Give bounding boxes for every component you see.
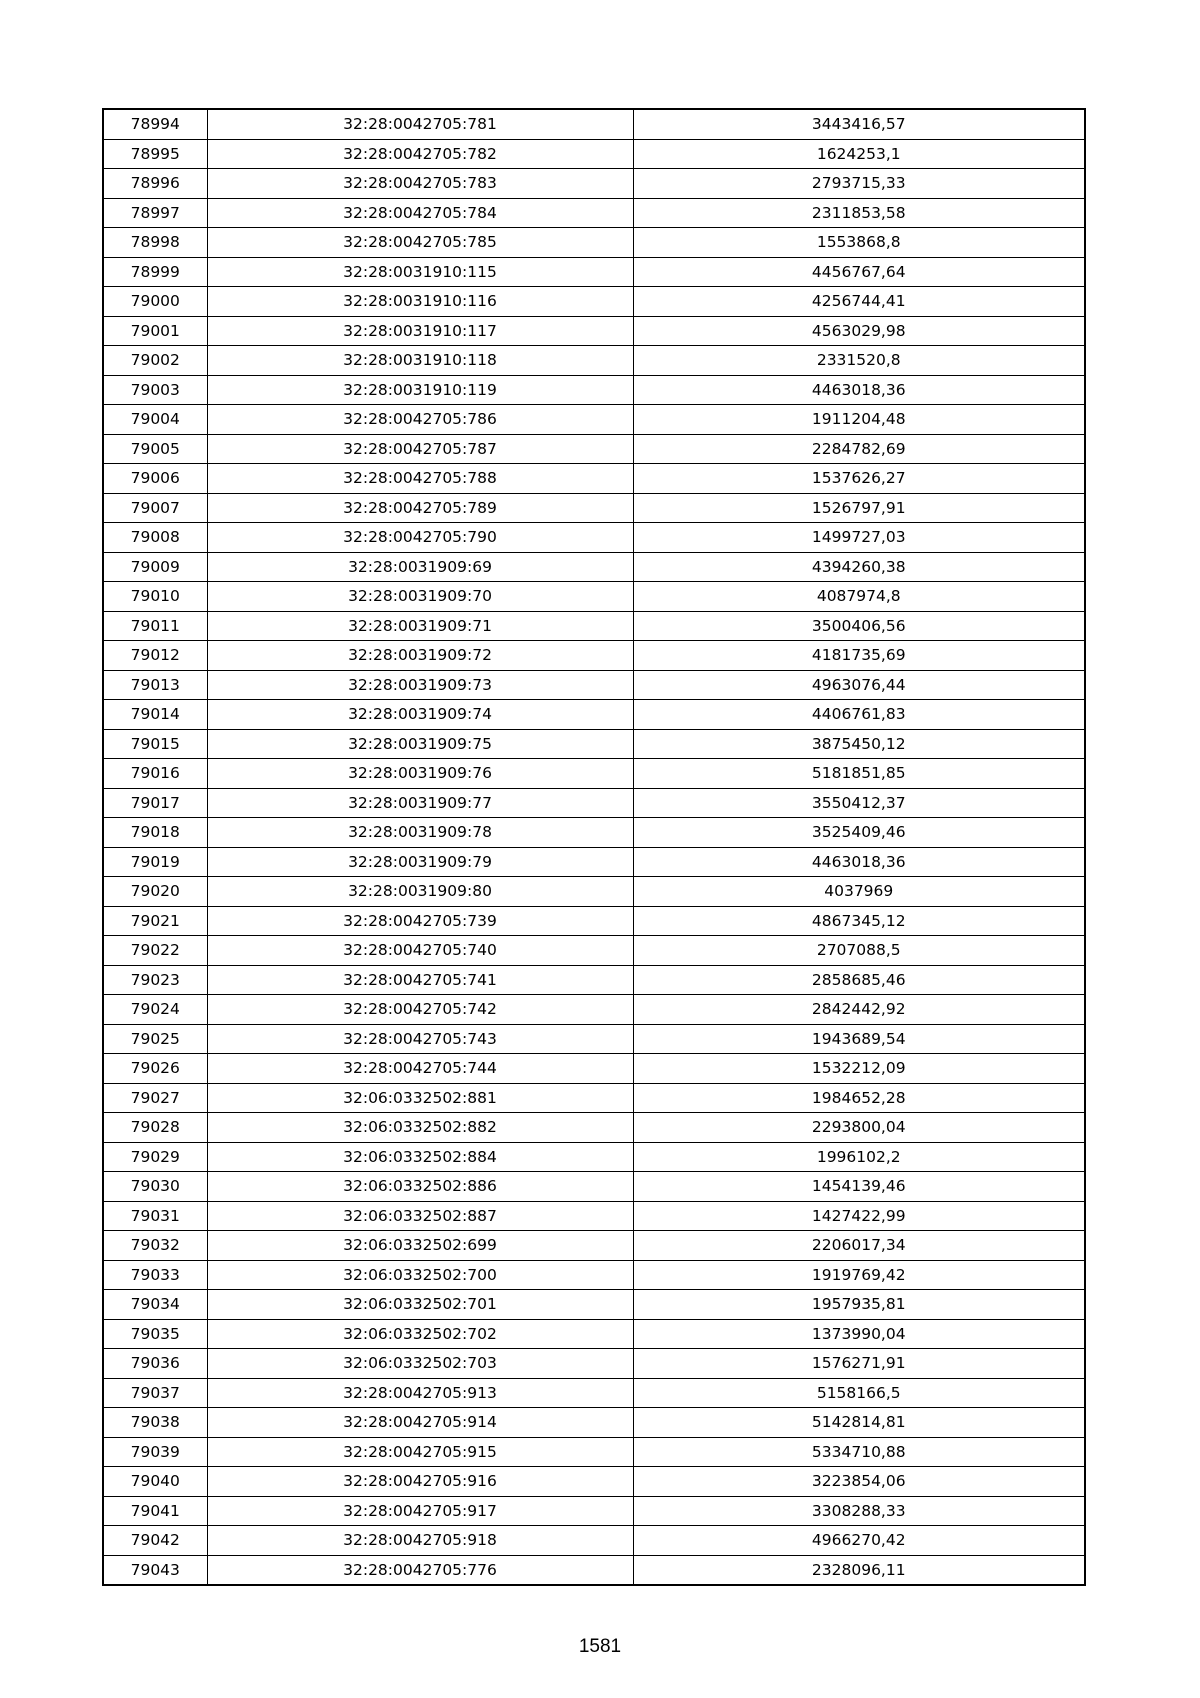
cadastral-number-cell: 32:28:0042705:917 <box>207 1496 633 1526</box>
row-number-cell: 79014 <box>103 700 207 730</box>
row-number-cell: 79023 <box>103 965 207 995</box>
value-cell: 4963076,44 <box>633 670 1085 700</box>
cadastral-number-cell: 32:28:0031910:119 <box>207 375 633 405</box>
table-row <box>103 139 1085 169</box>
cadastral-number-cell: 32:28:0031909:79 <box>207 847 633 877</box>
row-number-cell: 79028 <box>103 1113 207 1143</box>
cadastral-number-cell: 32:06:0332502:702 <box>207 1319 633 1349</box>
table-row <box>103 1555 1085 1585</box>
row-number-cell: 78995 <box>103 139 207 169</box>
value-cell: 4394260,38 <box>633 552 1085 582</box>
table-row <box>103 1496 1085 1526</box>
row-number-cell: 79009 <box>103 552 207 582</box>
value-cell: 4463018,36 <box>633 375 1085 405</box>
table-row <box>103 1349 1085 1379</box>
value-cell: 1957935,81 <box>633 1290 1085 1320</box>
value-cell: 2331520,8 <box>633 346 1085 376</box>
value-cell: 3875450,12 <box>633 729 1085 759</box>
table-row <box>103 1054 1085 1084</box>
cadastral-number-cell: 32:28:0042705:740 <box>207 936 633 966</box>
table-row <box>103 1467 1085 1497</box>
table-row <box>103 1290 1085 1320</box>
row-number-cell: 79025 <box>103 1024 207 1054</box>
value-cell: 1373990,04 <box>633 1319 1085 1349</box>
cadastral-number-cell: 32:06:0332502:700 <box>207 1260 633 1290</box>
value-cell: 1553868,8 <box>633 228 1085 258</box>
row-number-cell: 79020 <box>103 877 207 907</box>
row-number-cell: 79034 <box>103 1290 207 1320</box>
row-number-cell: 78997 <box>103 198 207 228</box>
cadastral-number-cell: 32:28:0031909:69 <box>207 552 633 582</box>
cadastral-number-cell: 32:28:0042705:786 <box>207 405 633 435</box>
value-cell: 3223854,06 <box>633 1467 1085 1497</box>
row-number-cell: 79012 <box>103 641 207 671</box>
table-row <box>103 641 1085 671</box>
value-cell: 1943689,54 <box>633 1024 1085 1054</box>
cadastral-number-cell: 32:28:0031909:77 <box>207 788 633 818</box>
cadastral-number-cell: 32:06:0332502:882 <box>207 1113 633 1143</box>
table-row <box>103 1408 1085 1438</box>
cadastral-number-cell: 32:28:0042705:790 <box>207 523 633 553</box>
row-number-cell: 79013 <box>103 670 207 700</box>
cadastral-number-cell: 32:28:0031909:80 <box>207 877 633 907</box>
value-cell: 4037969 <box>633 877 1085 907</box>
table-row <box>103 582 1085 612</box>
cadastral-number-cell: 32:28:0042705:787 <box>207 434 633 464</box>
cadastral-number-cell: 32:28:0031909:70 <box>207 582 633 612</box>
table-row <box>103 788 1085 818</box>
table-row <box>103 169 1085 199</box>
row-number-cell: 79007 <box>103 493 207 523</box>
value-cell: 3308288,33 <box>633 1496 1085 1526</box>
row-number-cell: 79035 <box>103 1319 207 1349</box>
value-cell: 3500406,56 <box>633 611 1085 641</box>
cadastral-number-cell: 32:28:0031909:74 <box>207 700 633 730</box>
cadastral-number-cell: 32:06:0332502:886 <box>207 1172 633 1202</box>
row-number-cell: 79008 <box>103 523 207 553</box>
cadastral-number-cell: 32:28:0042705:918 <box>207 1526 633 1556</box>
cadastral-number-cell: 32:28:0042705:743 <box>207 1024 633 1054</box>
table-row <box>103 198 1085 228</box>
cadastral-number-cell: 32:28:0042705:776 <box>207 1555 633 1585</box>
cadastral-number-cell: 32:06:0332502:884 <box>207 1142 633 1172</box>
value-cell: 1427422,99 <box>633 1201 1085 1231</box>
table-row <box>103 1526 1085 1556</box>
value-cell: 1532212,09 <box>633 1054 1085 1084</box>
table-row <box>103 1378 1085 1408</box>
value-cell: 2293800,04 <box>633 1113 1085 1143</box>
table-row <box>103 936 1085 966</box>
cadastral-number-cell: 32:28:0042705:739 <box>207 906 633 936</box>
row-number-cell: 79024 <box>103 995 207 1025</box>
row-number-cell: 79022 <box>103 936 207 966</box>
table-row <box>103 611 1085 641</box>
cadastral-number-cell: 32:28:0031909:73 <box>207 670 633 700</box>
table-row <box>103 257 1085 287</box>
cadastral-number-cell: 32:28:0042705:915 <box>207 1437 633 1467</box>
value-cell: 1984652,28 <box>633 1083 1085 1113</box>
row-number-cell: 79016 <box>103 759 207 789</box>
cadastral-number-cell: 32:28:0031909:75 <box>207 729 633 759</box>
cadastral-number-cell: 32:28:0042705:914 <box>207 1408 633 1438</box>
value-cell: 4867345,12 <box>633 906 1085 936</box>
cadastral-number-cell: 32:06:0332502:881 <box>207 1083 633 1113</box>
row-number-cell: 79033 <box>103 1260 207 1290</box>
cadastral-number-cell: 32:28:0042705:742 <box>207 995 633 1025</box>
cadastral-number-cell: 32:28:0042705:741 <box>207 965 633 995</box>
table-row <box>103 1142 1085 1172</box>
value-cell: 4456767,64 <box>633 257 1085 287</box>
row-number-cell: 79010 <box>103 582 207 612</box>
value-cell: 2858685,46 <box>633 965 1085 995</box>
value-cell: 2793715,33 <box>633 169 1085 199</box>
value-cell: 5158166,5 <box>633 1378 1085 1408</box>
table-row <box>103 1260 1085 1290</box>
value-cell: 4256744,41 <box>633 287 1085 317</box>
value-cell: 5334710,88 <box>633 1437 1085 1467</box>
value-cell: 3550412,37 <box>633 788 1085 818</box>
cadastral-number-cell: 32:06:0332502:699 <box>207 1231 633 1261</box>
table-row <box>103 995 1085 1025</box>
row-number-cell: 79004 <box>103 405 207 435</box>
table-row <box>103 109 1085 139</box>
row-number-cell: 78998 <box>103 228 207 258</box>
table-row <box>103 1083 1085 1113</box>
table-row <box>103 877 1085 907</box>
row-number-cell: 79001 <box>103 316 207 346</box>
cadastral-number-cell: 32:28:0042705:781 <box>207 109 633 139</box>
row-number-cell: 79026 <box>103 1054 207 1084</box>
row-number-cell: 79011 <box>103 611 207 641</box>
table-row <box>103 434 1085 464</box>
table-row <box>103 1319 1085 1349</box>
row-number-cell: 79017 <box>103 788 207 818</box>
row-number-cell: 79036 <box>103 1349 207 1379</box>
table-row <box>103 818 1085 848</box>
value-cell: 2328096,11 <box>633 1555 1085 1585</box>
table-row <box>103 346 1085 376</box>
table-row <box>103 847 1085 877</box>
cadastral-number-cell: 32:28:0031910:117 <box>207 316 633 346</box>
value-cell: 2206017,34 <box>633 1231 1085 1261</box>
table-row <box>103 700 1085 730</box>
cadastral-number-cell: 32:28:0042705:785 <box>207 228 633 258</box>
cadastral-number-cell: 32:28:0042705:784 <box>207 198 633 228</box>
value-cell: 1919769,42 <box>633 1260 1085 1290</box>
cadastral-number-cell: 32:28:0042705:913 <box>207 1378 633 1408</box>
cadastral-number-cell: 32:28:0042705:789 <box>207 493 633 523</box>
row-number-cell: 79021 <box>103 906 207 936</box>
cadastral-number-cell: 32:28:0042705:782 <box>207 139 633 169</box>
value-cell: 4406761,83 <box>633 700 1085 730</box>
table-row <box>103 1024 1085 1054</box>
row-number-cell: 79039 <box>103 1437 207 1467</box>
cadastral-number-cell: 32:28:0031909:76 <box>207 759 633 789</box>
row-number-cell: 78999 <box>103 257 207 287</box>
row-number-cell: 79027 <box>103 1083 207 1113</box>
row-number-cell: 79002 <box>103 346 207 376</box>
table-row <box>103 1172 1085 1202</box>
row-number-cell: 79031 <box>103 1201 207 1231</box>
table-row <box>103 1201 1085 1231</box>
row-number-cell: 79003 <box>103 375 207 405</box>
cadastral-number-cell: 32:28:0042705:916 <box>207 1467 633 1497</box>
page-number: 1581 <box>578 1636 622 1657</box>
table-row <box>103 965 1085 995</box>
value-cell: 4966270,42 <box>633 1526 1085 1556</box>
row-number-cell: 78994 <box>103 109 207 139</box>
cadastral-number-cell: 32:28:0042705:744 <box>207 1054 633 1084</box>
table-row <box>103 1113 1085 1143</box>
value-cell: 1624253,1 <box>633 139 1085 169</box>
row-number-cell: 79032 <box>103 1231 207 1261</box>
cadastral-number-cell: 32:28:0042705:788 <box>207 464 633 494</box>
cadastral-number-cell: 32:06:0332502:887 <box>207 1201 633 1231</box>
row-number-cell: 79029 <box>103 1142 207 1172</box>
table-row <box>103 493 1085 523</box>
value-cell: 1996102,2 <box>633 1142 1085 1172</box>
table-row <box>103 375 1085 405</box>
value-cell: 4463018,36 <box>633 847 1085 877</box>
value-cell: 4087974,8 <box>633 582 1085 612</box>
value-cell: 2707088,5 <box>633 936 1085 966</box>
cadastral-number-cell: 32:06:0332502:703 <box>207 1349 633 1379</box>
table-row <box>103 759 1085 789</box>
table-row <box>103 405 1085 435</box>
row-number-cell: 79030 <box>103 1172 207 1202</box>
table-row <box>103 523 1085 553</box>
table-row <box>103 1437 1085 1467</box>
value-cell: 2842442,92 <box>633 995 1085 1025</box>
row-number-cell: 79019 <box>103 847 207 877</box>
row-number-cell: 79005 <box>103 434 207 464</box>
row-number-cell: 79040 <box>103 1467 207 1497</box>
table-row <box>103 1231 1085 1261</box>
table-row <box>103 552 1085 582</box>
value-cell: 1537626,27 <box>633 464 1085 494</box>
row-number-cell: 79038 <box>103 1408 207 1438</box>
row-number-cell: 79043 <box>103 1555 207 1585</box>
value-cell: 1911204,48 <box>633 405 1085 435</box>
cadastral-number-cell: 32:28:0031910:115 <box>207 257 633 287</box>
row-number-cell: 79015 <box>103 729 207 759</box>
value-cell: 1526797,91 <box>633 493 1085 523</box>
table-row <box>103 464 1085 494</box>
row-number-cell: 79041 <box>103 1496 207 1526</box>
table-row <box>103 287 1085 317</box>
registry-table-body <box>103 109 1085 1585</box>
value-cell: 3525409,46 <box>633 818 1085 848</box>
table-row <box>103 228 1085 258</box>
row-number-cell: 79037 <box>103 1378 207 1408</box>
row-number-cell: 79018 <box>103 818 207 848</box>
table-row <box>103 316 1085 346</box>
value-cell: 2284782,69 <box>633 434 1085 464</box>
row-number-cell: 79000 <box>103 287 207 317</box>
value-cell: 3443416,57 <box>633 109 1085 139</box>
registry-table <box>102 108 1086 1586</box>
cadastral-number-cell: 32:28:0031909:78 <box>207 818 633 848</box>
cadastral-number-cell: 32:28:0031910:116 <box>207 287 633 317</box>
table-row <box>103 729 1085 759</box>
cadastral-number-cell: 32:28:0031910:118 <box>207 346 633 376</box>
value-cell: 2311853,58 <box>633 198 1085 228</box>
value-cell: 5181851,85 <box>633 759 1085 789</box>
value-cell: 1454139,46 <box>633 1172 1085 1202</box>
cadastral-number-cell: 32:28:0031909:71 <box>207 611 633 641</box>
value-cell: 4181735,69 <box>633 641 1085 671</box>
row-number-cell: 78996 <box>103 169 207 199</box>
cadastral-number-cell: 32:06:0332502:701 <box>207 1290 633 1320</box>
value-cell: 5142814,81 <box>633 1408 1085 1438</box>
cadastral-number-cell: 32:28:0042705:783 <box>207 169 633 199</box>
row-number-cell: 79042 <box>103 1526 207 1556</box>
row-number-cell: 79006 <box>103 464 207 494</box>
table-row <box>103 670 1085 700</box>
table-row <box>103 906 1085 936</box>
cadastral-number-cell: 32:28:0031909:72 <box>207 641 633 671</box>
value-cell: 1576271,91 <box>633 1349 1085 1379</box>
value-cell: 1499727,03 <box>633 523 1085 553</box>
value-cell: 4563029,98 <box>633 316 1085 346</box>
